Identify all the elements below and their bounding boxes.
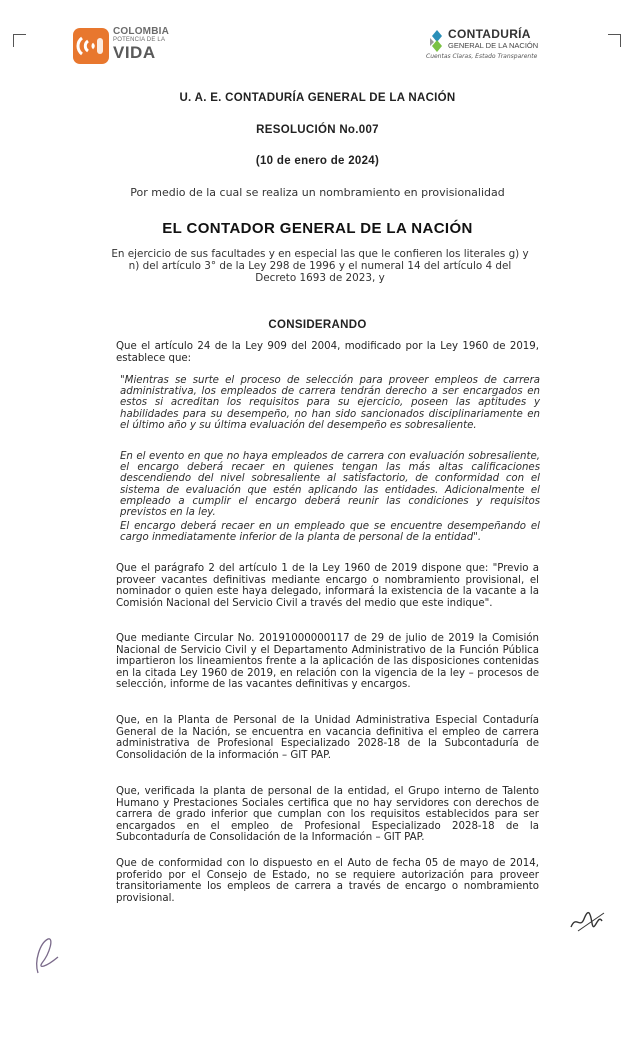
paragraph-5: Que, verificada la planta de personal de la entidad, el Grupo interno de Talento Humano y Prestaciones Sociales certifica que no hay servidores con derechos de carrera de grado inferior que cumplan con los requisitos establecidos para ser encargados en el empleo de Profesional Especializado 2028-18 de la Subcontaduría de Consolidación de la Información – GIT PAP. — [116, 786, 539, 844]
logo-right-tagline: Cuentas Claras, Estado Transparente — [426, 53, 538, 60]
quote-2: En el evento en que no haya empleados de carrera con evaluación sobresaliente, el encargo deberá recaer en quienes tengan las más altas calificaciones descendiendo del nivel sobresaliente al satisfactorio, de conformidad con el sistema de evaluación que estén aplicando las entidades. Adicionalmente el empleado a cumplir el encargo deberá reunir las condiciones y requisitos previstos en la ley. — [120, 451, 540, 519]
authority-heading: EL CONTADOR GENERAL DE LA NACIÓN — [162, 220, 473, 237]
crop-mark-top-left — [13, 34, 26, 47]
contaduria-diamond-icon — [428, 30, 446, 52]
signature-scribble-icon — [568, 905, 608, 933]
paragraph-2: Que el parágrafo 2 del artículo 1 de la Ley 1960 de 2019 dispone que: "Previo a proveer vacantes definitivas mediante encargo o nombramiento provisional, el nominador o quien este haya delegado, informará la existencia de la vacante a la Comisión Nacional del Servicio Civil a través del medio que este indique". — [116, 563, 539, 609]
resolution-subject: Por medio de la cual se realiza un nombramiento en provisionalidad — [130, 186, 505, 199]
colombia-wave-badge-icon — [73, 28, 109, 64]
resolution-date: (10 de enero de 2024) — [255, 155, 380, 167]
colombia-potencia-vida-logo — [73, 26, 183, 66]
contaduria-logo — [428, 26, 548, 66]
resolution-number: RESOLUCIÓN No.007 — [256, 124, 379, 136]
faculties-text: En ejercicio de sus facultades y en especial las que le confieren los literales g) y n) del artículo 3° de la Ley 298 de 1996 y el numeral 14 del artículo 4 del Decreto 1693 de 2023, y — [111, 248, 529, 284]
paragraph-1: Que el artículo 24 de la Ley 909 del 2004, modificado por la Ley 1960 de 2019, establece que: — [116, 341, 539, 364]
initials-scribble-icon — [28, 933, 66, 977]
paragraph-3: Que mediante Circular No. 20191000000117 de 29 de julio de 2019 la Comisión Nacional de Servicio Civil y el Departamento Administrativo de la Función Pública impartieron los lineamientos frente a la aplicación de las disposiciones contenidas en la citada Ley 1960 de 2019, en relación con la vigencia de la ley – procesos de selección, informe de las vacantes definitivas y encargos. — [116, 633, 539, 691]
logo-right-line1: CONTADURÍA — [448, 27, 531, 41]
paragraph-6: Que de conformidad con lo dispuesto en el Auto de fecha 05 de mayo de 2014, proferido por el Consejo de Estado, no se requiere autorización para proveer transitoriamente los empleos de carrera a través de encargo o nombramiento provisional. — [116, 858, 539, 904]
quote-3: El encargo deberá recaer en un empleado que se encuentre desempeñando el cargo inmediatamente inferior de la planta de personal de la entidad". — [120, 521, 540, 544]
logo-right-line2: GENERAL DE LA NACIÓN — [448, 41, 539, 50]
entity-heading: U. A. E. CONTADURÍA GENERAL DE LA NACIÓN — [179, 92, 456, 104]
quote-1: "Mientras se surte el proceso de selección para proveer empleos de carrera administrativa, los empleados de carrera tendrán derecho a ser encargados en estos si acreditan los requisitos para su ejercicio, poseen las aptitudes y habilidades para su desempeño, no han sido sancionados disciplinariamente en el último año y su última evaluación del desempeño es sobresaliente. — [120, 375, 540, 431]
crop-mark-top-right — [608, 34, 621, 47]
logo-left-line2: POTENCIA DE LA — [113, 37, 166, 43]
logo-left-line3: VIDA — [113, 43, 156, 62]
logo-left-line1: COLOMBIA — [113, 26, 170, 37]
paragraph-4: Que, en la Planta de Personal de la Unidad Administrativa Especial Contaduría General de la Nación, se encuentra en vacancia definitiva el empleo de carrera administrativa de Profesional Especializado 2028-18 de la Subcontaduría de Consolidación de la información – GIT PAP. — [116, 715, 539, 761]
considering-heading: CONSIDERANDO — [268, 319, 367, 331]
